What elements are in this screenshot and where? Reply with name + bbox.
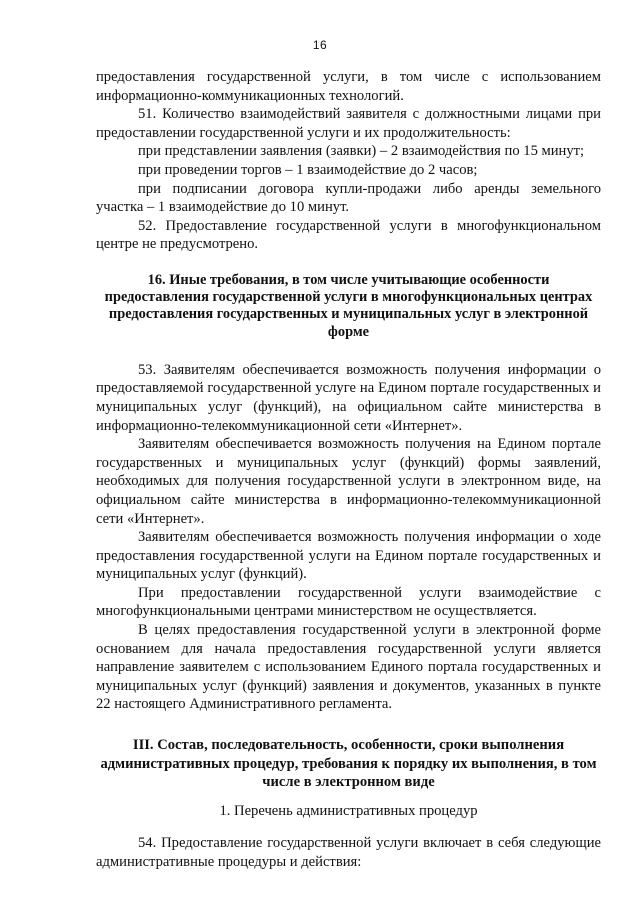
section-3-subheading: 1. Перечень административных процедур [219,802,478,819]
paragraph-51: 51. Количество взаимодействий заявителя с должностными лицами при предоставлении государственной услуги и их продолжительность: [96,106,601,141]
paragraph-continuation: предоставления государственной услуги, в том числе с использованием информационно-коммуникационных технологий. [96,69,601,104]
list-item-contract: при подписании договора купли-продажи либо аренды земельного участка – 1 взаимодействие до 10 минут. [96,180,601,216]
paragraph-54: 54. Предоставление государственной услуги включает в себя следующие административные процедуры и действия: [96,835,601,870]
paragraph-electronic-basis: В целях предоставления государственной услуги в электронной форме основанием для начала предоставления государственной услуги является направление заявителем с использованием Единого портала государственных и муниципальных услуг (функций) заявления и документов, указанных в пункте 22 настоящего Административного регламента. [96,622,601,713]
paragraph-progress-info: Заявителям обеспечивается возможность получения информации о ходе предоставления государственной услуги на Едином портале государственных и муниципальных услуг (функций). [96,529,601,583]
document-body [96,68,601,872]
paragraph-forms: Заявителям обеспечивается возможность получения на Едином портале государственных и муниципальных услуг (функций) формы заявлений, необходимых для получения государственной услуги в электронном виде, на официальном сайте министерства в информационно-телекоммуникационной сети «Интернет». [96,436,601,527]
section-16-heading: 16. Иные требования, в том числе учитывающие особенности предоставления государственной услуги в многофункциональных центрах предоставления государственных и муниципальных услуг в электронной форме [104,271,593,340]
paragraph-52: 52. Предоставление государственной услуги в многофункциональном центре не предусмотрено. [96,217,601,253]
paragraph-53: 53. Заявителям обеспечивается возможность получения информации о предоставляемой государственной услуге на Едином портале государственных и муниципальных услуг (функций), на официальном сайте министерства в информационно-телекоммуникационной сети «Интернет». [96,361,601,434]
section-3-heading: III. Состав, последовательность, особенности, сроки выполнения административных процедур, требования к порядку их выполнения, в том числе в электронном виде [100,737,597,791]
list-item-auction: при проведении торгов – 1 взаимодействие до 2 часов; [138,161,478,178]
paragraph-mfc-interaction: При предоставлении государственной услуги взаимодействие с многофункциональными центрами министерством не осуществляется. [96,584,601,620]
list-item-application: при представлении заявления (заявки) – 2 взаимодействия по 15 минут; [138,143,585,160]
page-number: 16 [312,38,328,52]
